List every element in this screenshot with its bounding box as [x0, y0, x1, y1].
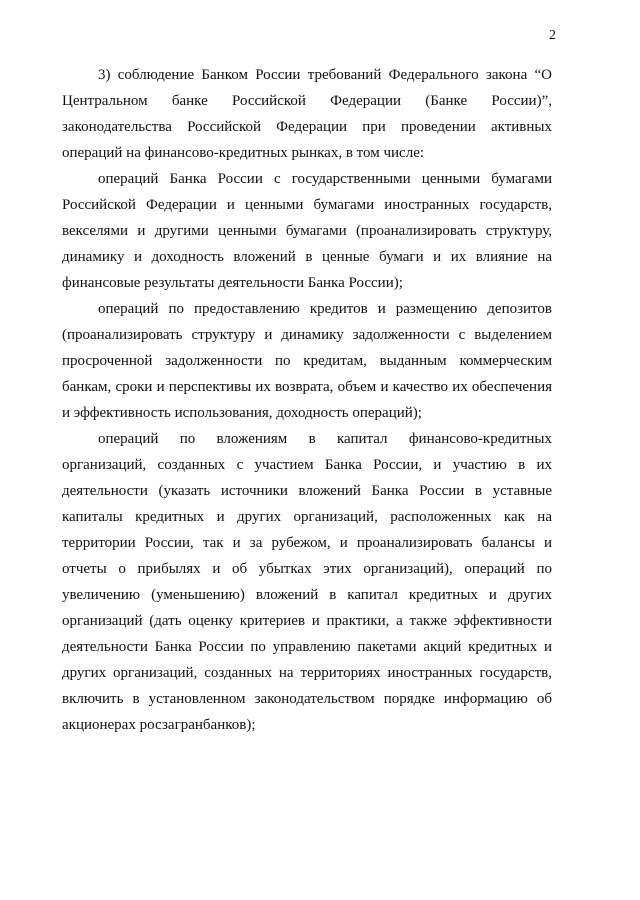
paragraph-item-3: 3) соблюдение Банком России требований Федерального закона “О Центральном банке Российской Федерации (Банке России)”, законодательства Российской Федерации при проведении активных операций на финансово-кредитных рынках, в том числе: — [62, 67, 552, 161]
document-body — [62, 62, 552, 738]
paragraph-securities-operations: операций Банка России с государственными ценными бумагами Российской Федерации и ценными бумагами иностранных государств, векселями и другими ценными бумагами (проанализировать структуру, динамику и доходность вложений в ценные бумаги и их влияние на финансовые результаты деятельности Банка России); — [62, 171, 552, 291]
page-number: 2 — [549, 28, 556, 43]
paragraph-credit-deposit-operations: операций по предоставлению кредитов и размещению депозитов (проанализировать структуру и динамику задолженности с выделением просроченной задолженности по кредитам, выданным коммерческим банкам, сроки и перспективы их возврата, объем и качество их обеспечения и эффективность использования, доходность операций); — [62, 301, 552, 421]
paragraph-capital-investment-operations: операций по вложениям в капитал финансово-кредитных организаций, созданных с участием Банка России, и участию в их деятельности (указать источники вложений Банка России в уставные капиталы кредитных и других организаций, расположенных как на территории России, так и за рубежом, и проанализировать балансы и отчеты о прибылях и об убытках этих организаций), операций по увеличению (уменьшению) вложений в капитал кредитных и других организаций (дать оценку критериев и практики, а также эффективности деятельности Банка России по управлению пакетами акций кредитных и других организаций, созданных на территориях иностранных государств, включить в установленном законодательством порядке информацию об акционерах росзагранбанков); — [62, 431, 552, 733]
